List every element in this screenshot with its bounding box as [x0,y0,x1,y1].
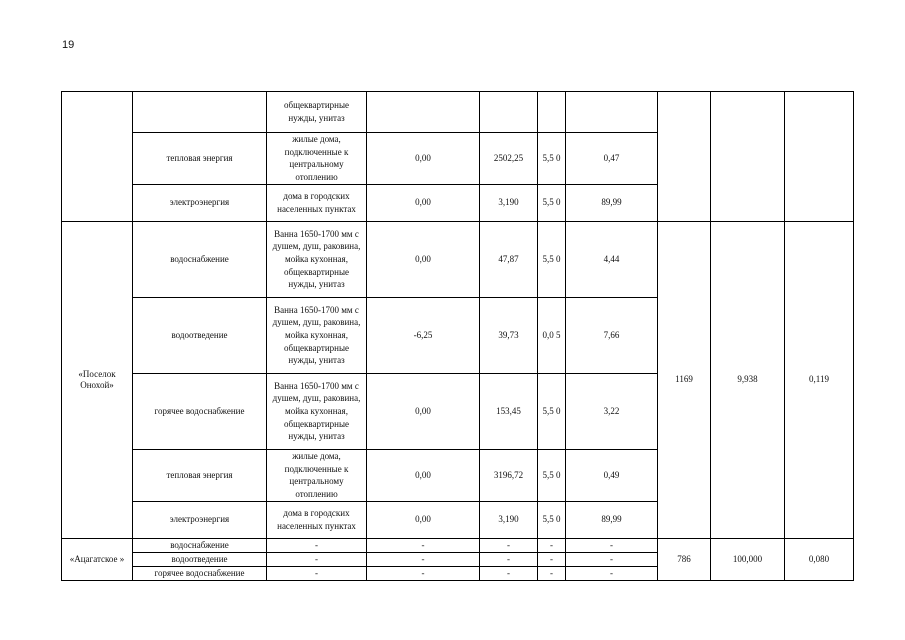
value-cell: 89,99 [566,184,658,221]
settlement-cell [62,92,133,222]
value-cell: 0,0 5 [538,297,566,373]
service-cell: тепловая энергия [133,449,267,501]
consumers-cell: - [267,566,367,580]
value-cell: - [566,538,658,552]
value-cell: 5,5 0 [538,501,566,538]
value-cell: - [367,566,480,580]
value-cell: - [566,552,658,566]
value-cell: - [538,538,566,552]
consumers-cell: Ванна 1650-1700 мм с душем, душ, раковина, мойка кухонная, общеквартирные нужды, унитаз [267,373,367,449]
settlement-cell: «Поселок Онохой» [62,221,133,538]
service-cell: водоснабжение [133,538,267,552]
summary-cell: 0,080 [785,538,854,580]
consumers-cell: общеквартирные нужды, унитаз [267,92,367,133]
service-cell: водоотведение [133,552,267,566]
service-cell: водоснабжение [133,221,267,297]
service-cell: водоотведение [133,297,267,373]
value-cell: 0,00 [367,221,480,297]
value-cell: - [538,552,566,566]
value-cell: - [367,538,480,552]
value-cell: -6,25 [367,297,480,373]
value-cell: 89,99 [566,501,658,538]
table-row [62,221,854,297]
consumers-cell: Ванна 1650-1700 мм с душем, душ, раковина, мойка кухонная, общеквартирные нужды, унитаз [267,221,367,297]
table-row [62,538,854,552]
value-cell: 3,22 [566,373,658,449]
consumers-cell: - [267,552,367,566]
value-cell: 7,66 [566,297,658,373]
value-cell: - [367,552,480,566]
tariff-table [61,91,854,581]
page-number: 19 [62,39,75,51]
value-cell: 0,00 [367,184,480,221]
summary-cell [711,92,785,222]
consumers-cell: дома в городских населенных пунктах [267,501,367,538]
service-cell [133,92,267,133]
value-cell: 39,73 [480,297,538,373]
value-cell: 5,5 0 [538,184,566,221]
value-cell [538,92,566,133]
value-cell: 2502,25 [480,133,538,185]
value-cell: - [480,538,538,552]
value-cell: 47,87 [480,221,538,297]
value-cell [566,92,658,133]
consumers-cell: жилые дома, подключенные к центральному отоплению [267,449,367,501]
consumers-cell: Ванна 1650-1700 мм с душем, душ, раковина, мойка кухонная, общеквартирные нужды, унитаз [267,297,367,373]
value-cell: 0,49 [566,449,658,501]
summary-cell [658,92,711,222]
value-cell [367,92,480,133]
service-cell: электроэнергия [133,501,267,538]
summary-cell: 100,000 [711,538,785,580]
value-cell: 3,190 [480,501,538,538]
value-cell: 3,190 [480,184,538,221]
summary-cell: 9,938 [711,221,785,538]
summary-cell: 1169 [658,221,711,538]
service-cell: тепловая энергия [133,133,267,185]
value-cell: - [480,552,538,566]
summary-cell: 0,119 [785,221,854,538]
consumers-cell: - [267,538,367,552]
value-cell: - [538,566,566,580]
value-cell: - [566,566,658,580]
value-cell: 5,5 0 [538,373,566,449]
value-cell: - [480,566,538,580]
value-cell: 3196,72 [480,449,538,501]
value-cell: 5,5 0 [538,221,566,297]
value-cell: 0,00 [367,133,480,185]
value-cell: 4,44 [566,221,658,297]
value-cell: 0,47 [566,133,658,185]
value-cell: 153,45 [480,373,538,449]
table-row [62,92,854,133]
value-cell: 0,00 [367,449,480,501]
settlement-cell: «Ацагатское » [62,538,133,580]
value-cell: 0,00 [367,501,480,538]
service-cell: горячее водоснабжение [133,566,267,580]
value-cell: 5,5 0 [538,133,566,185]
service-cell: горячее водоснабжение [133,373,267,449]
summary-cell [785,92,854,222]
consumers-cell: дома в городских населенных пунктах [267,184,367,221]
consumers-cell: жилые дома, подключенные к центральному отоплению [267,133,367,185]
summary-cell: 786 [658,538,711,580]
value-cell: 0,00 [367,373,480,449]
value-cell: 5,5 0 [538,449,566,501]
service-cell: электроэнергия [133,184,267,221]
value-cell [480,92,538,133]
